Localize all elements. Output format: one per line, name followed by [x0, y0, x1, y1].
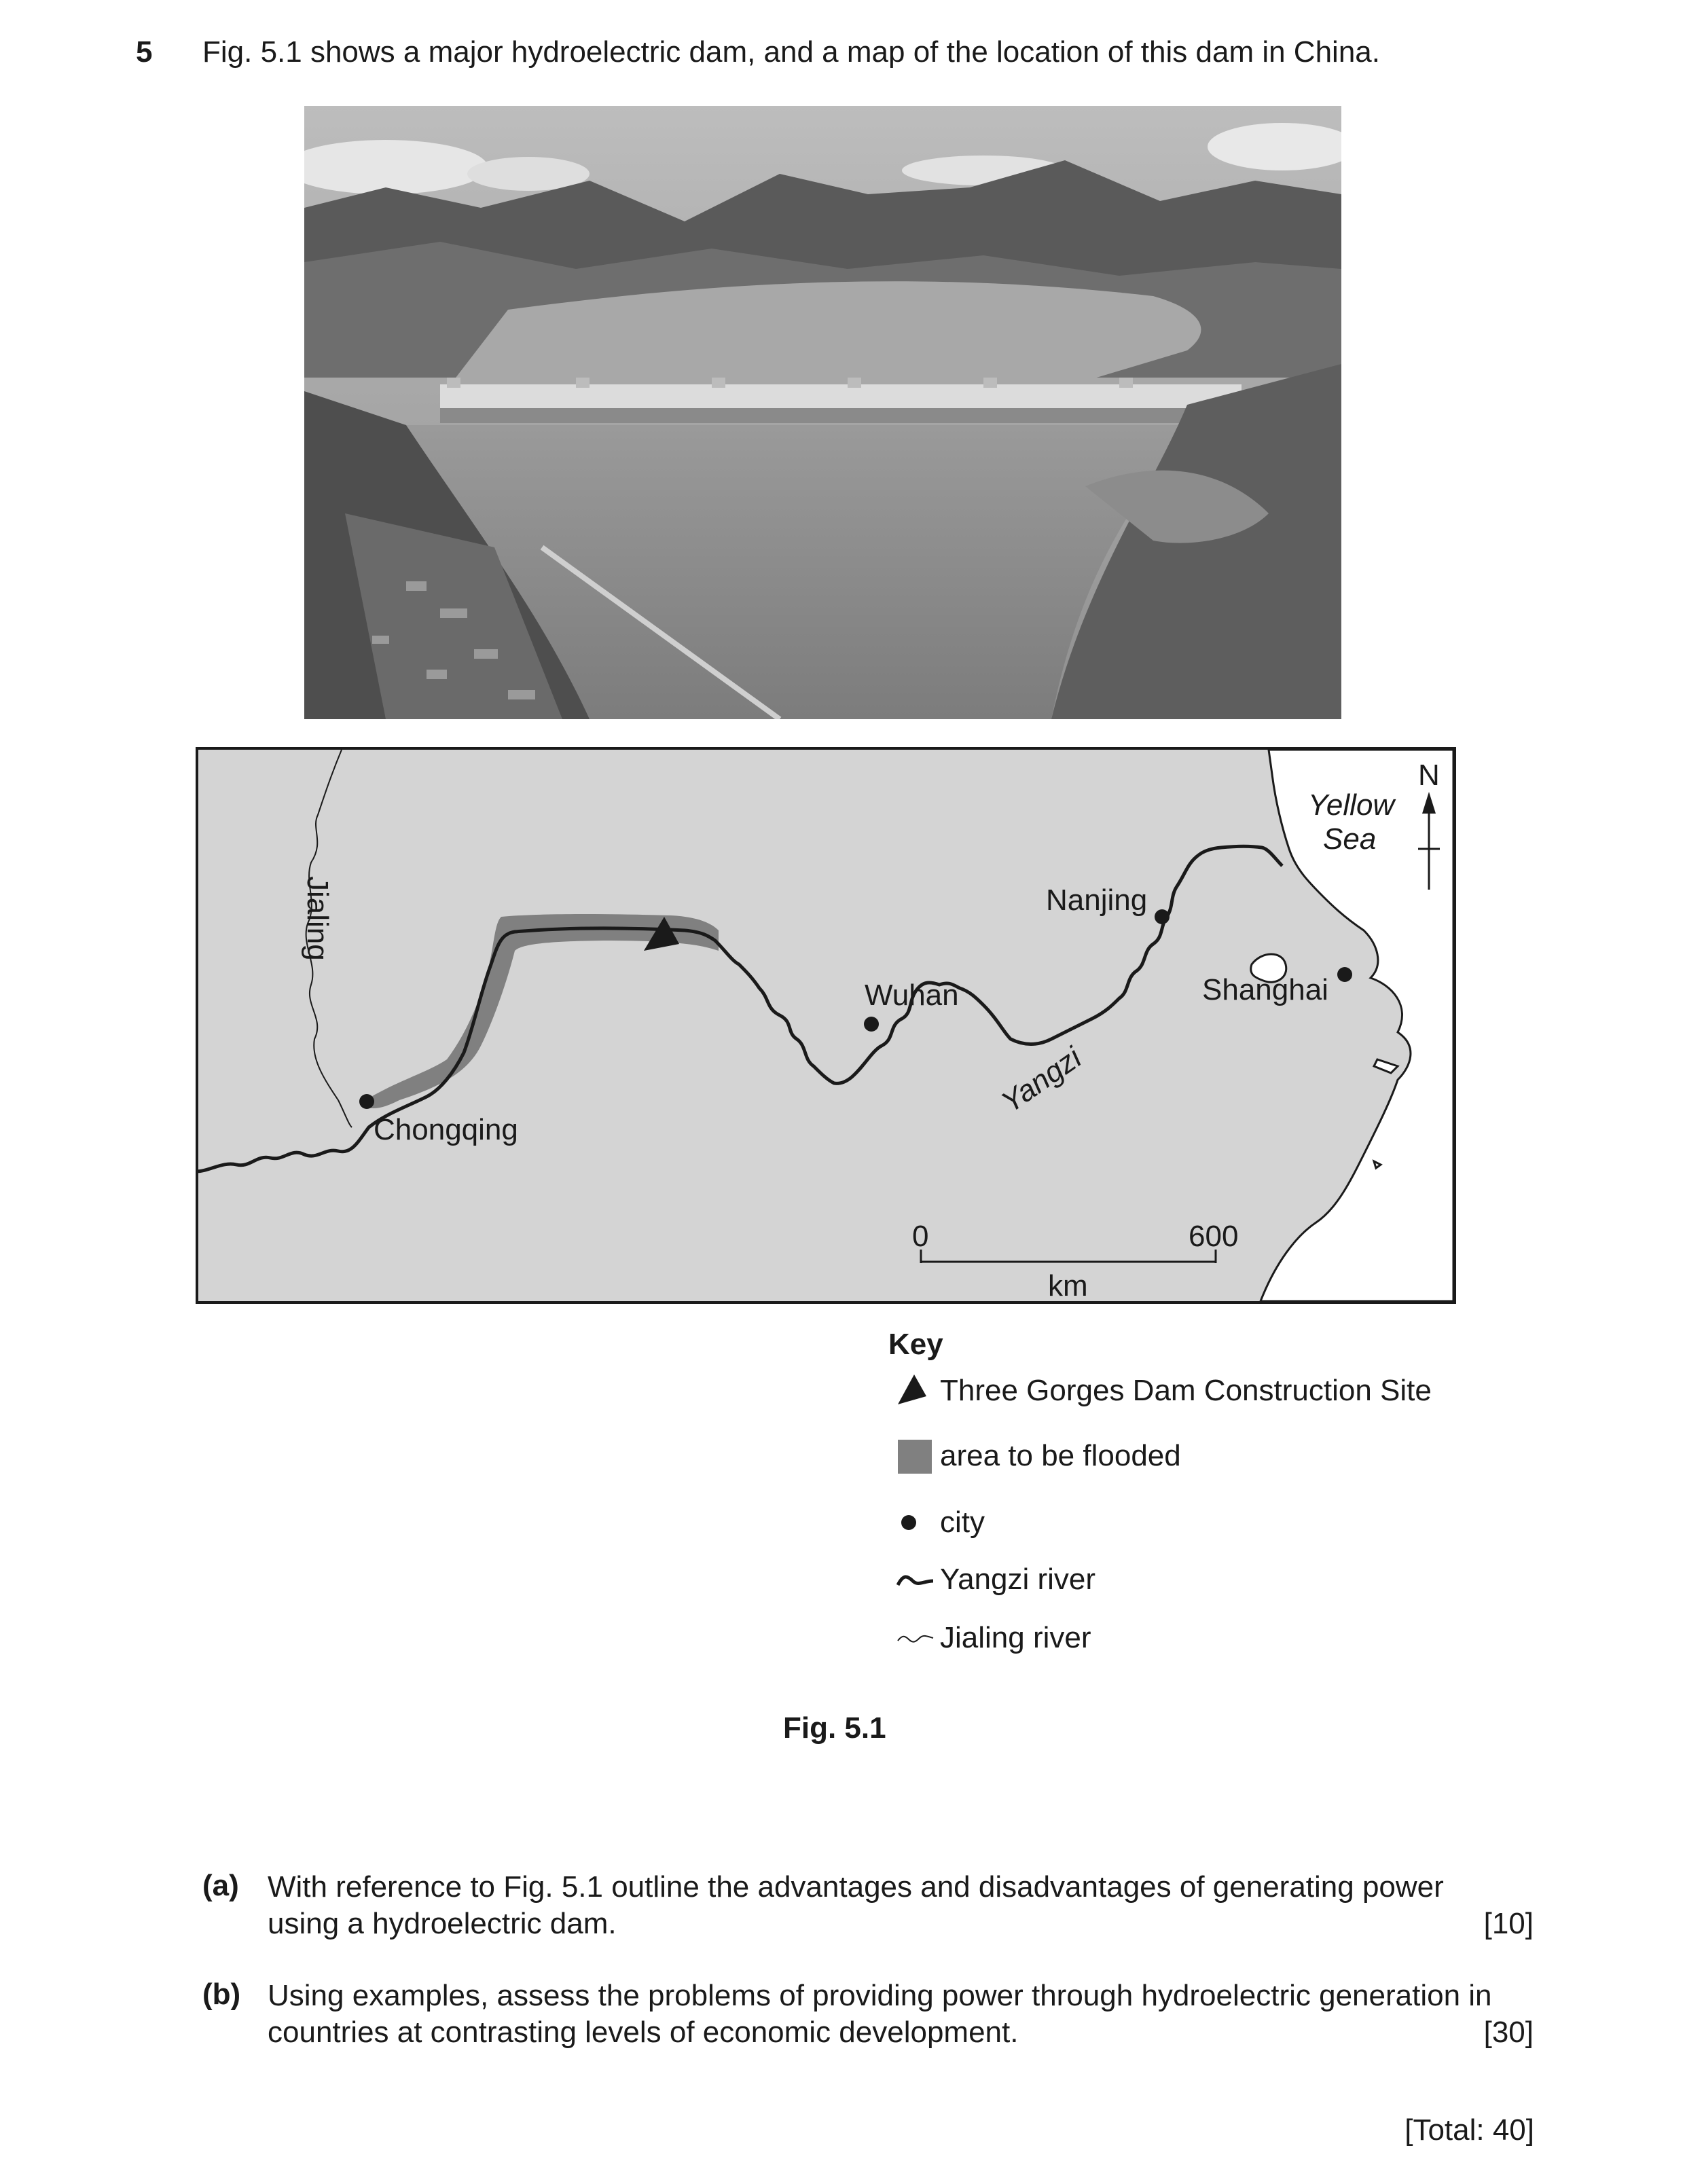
chongqing-label: Chongqing	[374, 1113, 518, 1146]
north-label: N	[1418, 759, 1440, 792]
key-label-flood: area to be flooded	[940, 1439, 1181, 1472]
question-intro: Fig. 5.1 shows a major hydroelectric dam, and a map of the location of this dam in China.	[202, 35, 1380, 69]
part-b-marks: [30]	[1483, 2016, 1534, 2049]
scale-unit: km	[1048, 1269, 1088, 1303]
yellow-sea-label-1: Yellow	[1308, 788, 1395, 822]
city-dot-wuhan	[864, 1017, 879, 1032]
city-dot-shanghai	[1337, 967, 1352, 982]
question-number: 5	[136, 35, 153, 69]
key-label-city: city	[940, 1506, 985, 1539]
nanjing-label: Nanjing	[1046, 884, 1148, 917]
dam-triangle-icon	[895, 1372, 936, 1410]
city-dot-chongqing	[359, 1094, 374, 1109]
total-marks: [Total: 40]	[1405, 2113, 1534, 2147]
part-a-label: (a)	[202, 1869, 239, 1902]
key-label-jialing: Jialing river	[940, 1621, 1091, 1654]
key-item-flood	[895, 1437, 1181, 1475]
key-label-dam: Three Gorges Dam Construction Site	[940, 1374, 1432, 1407]
jialing-river-line-icon	[895, 1619, 936, 1657]
location-map	[196, 747, 1456, 1304]
city-dot-icon	[895, 1504, 936, 1542]
key-item-dam	[895, 1372, 1432, 1410]
flood-area-square-icon	[895, 1437, 936, 1475]
part-b-text-line1: Using examples, assess the problems of providing power through hydroelectric generation in	[268, 1979, 1492, 2012]
key-label-yangzi: Yangzi river	[940, 1563, 1096, 1596]
shanghai-label: Shanghai	[1202, 973, 1328, 1006]
key-item-city	[895, 1504, 985, 1542]
question-part-a	[202, 1869, 1534, 1942]
dam-photograph	[304, 106, 1341, 719]
part-b-text-line2: countries at contrasting levels of economic development.	[268, 2016, 1019, 2049]
yangzi-river-line-icon	[895, 1561, 936, 1599]
part-a-marks: [10]	[1483, 1907, 1534, 1940]
part-a-text-line2: using a hydroelectric dam.	[268, 1907, 617, 1940]
question-part-b	[202, 1978, 1534, 2051]
land-area	[197, 748, 1455, 1303]
yangzi-label: Yangzi	[995, 1040, 1088, 1120]
jialing-label: Jialing	[301, 876, 334, 961]
scale-end: 600	[1189, 1220, 1239, 1253]
key-title: Key	[888, 1328, 943, 1361]
figure-caption: Fig. 5.1	[783, 1711, 886, 1745]
scale-start: 0	[912, 1220, 929, 1253]
yellow-sea-label-2: Sea	[1323, 822, 1377, 856]
city-dot-nanjing	[1155, 909, 1170, 924]
wuhan-label: Wuhan	[865, 979, 959, 1012]
key-item-jialing	[895, 1619, 1091, 1657]
part-a-text-line1: With reference to Fig. 5.1 outline the advantages and disadvantages of generating power	[268, 1870, 1444, 1904]
part-b-label: (b)	[202, 1978, 241, 2011]
key-item-yangzi	[895, 1561, 1095, 1599]
